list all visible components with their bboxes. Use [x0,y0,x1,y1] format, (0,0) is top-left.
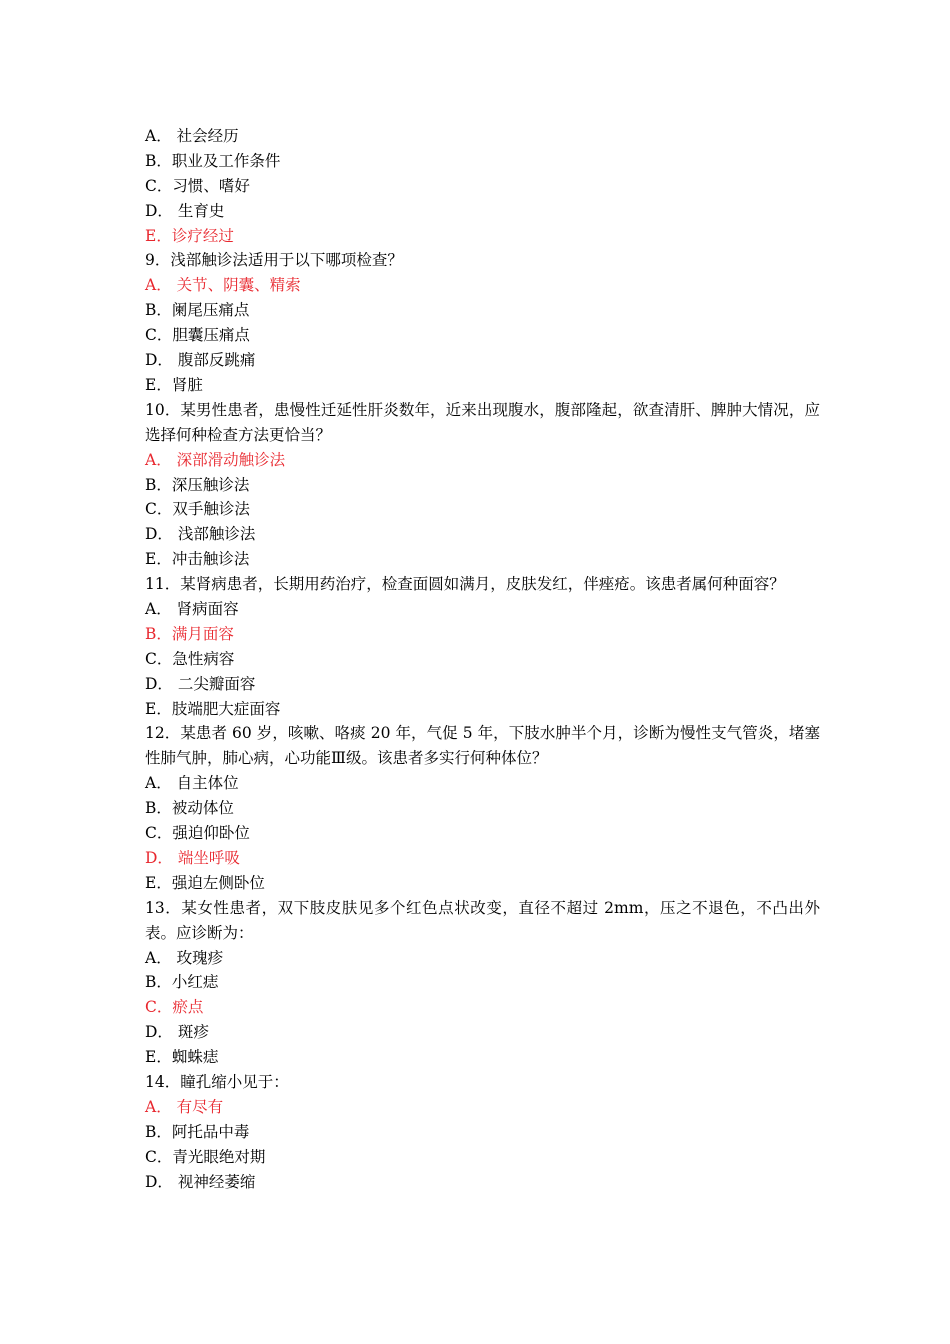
option-line: D． 视神经萎缩 [145,1172,256,1191]
question-text: 13．某女性患者，双下肢皮肤见多个红色点状改变，直径不超过 2mm，压之不退色，不凸出外表。应诊断为： [145,898,820,942]
option-line: A． 玫瑰疹 [145,948,224,967]
option-line: A． 肾病面容 [145,599,239,618]
question-text: 12．某患者 60 岁，咳嗽、咯痰 20 年，气促 5 年，下肢水肿半个月，诊断为慢性支气管炎，堵塞性肺气肿，肺心病，心功能Ⅲ级。该患者多实行何种体位？ [145,724,820,768]
option-line: D． 斑疹 [145,1023,209,1042]
correct-option-line: B．满月面容 [145,624,234,643]
option-line: D． 二尖瓣面容 [145,674,256,693]
question-text: 9．浅部触诊法适用于以下哪项检查？ [145,251,403,270]
option-line: E．肾脏 [145,375,203,394]
option-line: E．冲击触诊法 [145,550,250,569]
question-text: 10．某男性患者，患慢性迁延性肝炎数年，近来出现腹水，腹部隆起，欲查清肝、脾肿大情况，应选择何种检查方法更恰当？ [145,400,820,444]
option-line: D． 浅部触诊法 [145,525,256,544]
option-line: C．急性病容 [145,649,235,668]
option-line: B．被动体位 [145,799,234,818]
option-line: A． 自主体位 [145,774,239,793]
document-body [145,124,820,1194]
correct-option-line: A． 有尽有 [145,1097,224,1116]
option-line: C．胆囊压痛点 [145,326,250,345]
option-line: E．肢端肥大症面容 [145,699,281,718]
correct-option-line: A． 深部滑动触诊法 [145,450,286,469]
question-text: 14．瞳孔缩小见于： [145,1072,289,1091]
option-line: B．阑尾压痛点 [145,301,250,320]
correct-option-line: E．诊疗经过 [145,226,234,245]
option-line: B．阿托品中毒 [145,1122,250,1141]
option-line: C．习惯、嗜好 [145,176,250,195]
option-line: B．深压触诊法 [145,475,250,494]
option-line: D． 腹部反跳痛 [145,351,256,370]
option-line: D． 生育史 [145,201,225,220]
correct-option-line: A． 关节、阴囊、精索 [145,276,301,295]
option-line: E．蜘蛛痣 [145,1048,219,1067]
option-line: B．小红痣 [145,973,219,992]
option-line: E．强迫左侧卧位 [145,873,265,892]
option-line: C．青光眼绝对期 [145,1147,266,1166]
option-line: A． 社会经历 [145,127,239,145]
correct-option-line: C．瘀点 [145,998,204,1017]
option-line: B．职业及工作条件 [145,151,281,170]
correct-option-line: D． 端坐呼吸 [145,848,240,867]
question-text: 11．某肾病患者，长期用药治疗，检查面圆如满月，皮肤发红，伴痤疮。该患者属何种面容？ [145,575,785,594]
option-line: C．强迫仰卧位 [145,824,250,843]
option-line: C．双手触诊法 [145,500,250,519]
